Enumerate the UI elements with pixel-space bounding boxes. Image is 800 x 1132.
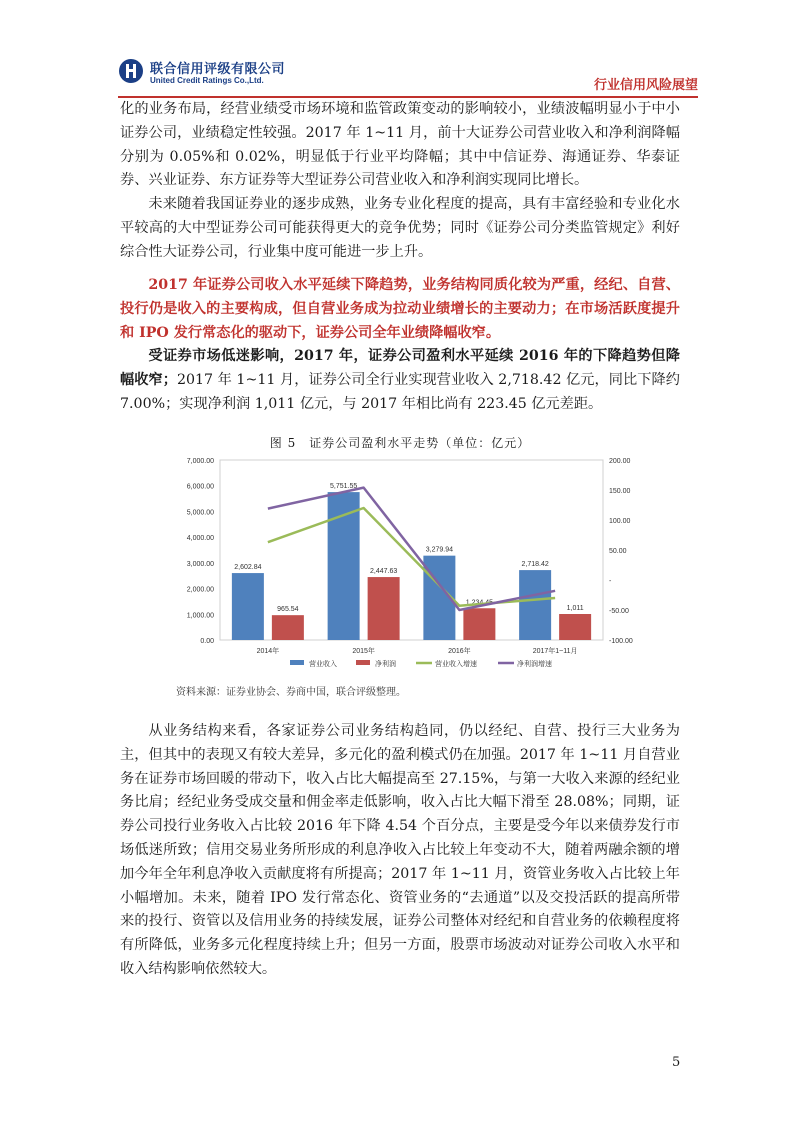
bar-net-profit <box>368 577 400 640</box>
paragraph-5: 从业务结构来看，各家证券公司业务结构趋同，仍以经纪、自营、投行三大业务为主，但其中的表现又有较大差异，多元化的盈利模式仍在加强。2017 年 1~11 月自营业务在证券市场回暖的带动下，收入占比大幅提高至 27.15%，与第一大收入来源的经纪业务比肩；经纪业务受成交量和佣金率走低影响，收入占比大幅下滑至 28.08%；同期，证券公司投行业务收入占比较 2016 年下降 4.54 个百分点，主要是受今年以来债券发行市场低迷所致；信用交易业务所形成的利息净收入占比较上年变动不大，随着两融余额的增加今年全年利息净收入贡献度将有所提高；2017 年 1~11 月，资管业务收入占比较上年小幅增加。未来，随着 IPO 发行常态化、资管业务的“去通道”以及交投活跃的提高所带来的投行、资管以及信用业务的持续发展，证券公司整体对经纪和自营业务的依赖程度将有所降低，业务多元化程度持续上升；但另一方面，股票市场波动对证券公司收入水平和收入结构影响依然较大。 <box>120 723 680 977</box>
figure-title: 图 5 证券公司盈利水平走势（单位：亿元） <box>269 436 531 450</box>
y-right-tick-label: - <box>609 578 612 585</box>
bar-data-label: 1,234.45 <box>465 599 493 607</box>
x-tick-label: 2015年 <box>352 648 375 655</box>
y-right-tick-label: 200.00 <box>609 458 631 465</box>
section-top-text <box>120 98 680 265</box>
paragraph-4 <box>120 345 680 416</box>
y-left-tick-label: 1,000.00 <box>186 612 214 620</box>
bar-data-label: 965.54 <box>277 606 299 614</box>
company-name-en: United Credit Ratings Co.,Ltd. <box>150 76 264 85</box>
profit-chart <box>160 450 646 682</box>
y-left-tick-label: 3,000.00 <box>186 560 214 568</box>
y-right-tick-label: 50.00 <box>609 548 627 555</box>
y-left-tick-label: 6,000.00 <box>186 483 214 491</box>
bar-data-label: 1,011 <box>566 605 584 613</box>
page-number: 5 <box>672 1055 681 1070</box>
report-category: 行业信用风险展望 <box>593 78 698 93</box>
y-right-tick-label: -50.00 <box>609 608 629 615</box>
bar-net-profit <box>463 608 495 640</box>
paragraph-1: 化的业务布局，经营业绩受市场环境和监管政策变动的影响较小，业绩波幅明显小于中小证券公司，业绩稳定性较强。2017 年 1~11 月，前十大证券公司营业收入和净利润降幅分别为 0.05%和 0.02%，明显低于行业平均降幅；其中中信证券、海通证券、华泰证券、兴业证券、东方证券等大型证券公司营业收入和净利润实现同比增长。 <box>120 101 680 189</box>
section-highlight-text <box>120 274 680 417</box>
bar-net-profit <box>272 615 304 640</box>
bar-data-label: 2,718.42 <box>521 561 549 569</box>
y-left-tick-label: 5,000.00 <box>186 509 214 517</box>
bar-data-label: 2,447.63 <box>370 568 398 576</box>
x-tick-label: 2014年 <box>256 648 280 655</box>
legend-label: 净利润 <box>375 661 396 668</box>
y-left-tick-label: 7,000.00 <box>186 458 214 465</box>
paragraph-4-lead: 受证券市场低迷影响，2017 年，证券公司盈利水平延续 2016 年的下降趋势但降幅收窄； <box>120 348 680 389</box>
paragraph-2: 未来随着我国证券业的逐步成熟，业务专业化程度的提高，具有丰富经验和专业化水平较高的大中型证券公司可能获得更大的竞争优势；同时《证券公司分类监管规定》利好综合性大证券公司，行业集中度可能进一步上升。 <box>120 196 680 260</box>
page-header <box>118 52 698 98</box>
figure-source: 资料来源：证券业协会、券商中国，联合评级整理。 <box>176 687 406 698</box>
x-tick-label: 2016年 <box>448 648 471 655</box>
y-left-tick-label: 2,000.00 <box>186 586 214 594</box>
legend-swatch <box>290 660 304 665</box>
bar-revenue <box>232 573 264 640</box>
bar-data-label: 2,602.84 <box>234 564 262 572</box>
section-bottom-text <box>120 720 680 982</box>
y-right-tick-label: 100.00 <box>609 518 631 525</box>
legend-swatch <box>356 660 370 665</box>
company-logo-icon <box>118 58 144 84</box>
bar-revenue <box>519 570 551 640</box>
y-left-tick-label: 0.00 <box>200 638 214 645</box>
legend-label: 营业收入增速 <box>435 661 477 668</box>
y-right-tick-label: 150.00 <box>609 488 631 495</box>
legend-label: 净利润增速 <box>517 661 552 668</box>
paragraph-4-rest: 2017 年 1~11 月，证券公司全行业实现营业收入 2,718.42 亿元，同比下降约 7.00%；实现净利润 1,011 亿元，与 2017 年相比尚有 223.45 亿元差距。 <box>120 372 680 412</box>
bar-data-label: 3,279.94 <box>425 546 453 554</box>
y-right-tick-label: -100.00 <box>609 638 633 645</box>
x-tick-label: 2017年1~11月 <box>532 648 578 655</box>
highlight-paragraph: 2017 年证券公司收入水平延续下降趋势，业务结构同质化较为严重，经纪、自营、投行仍是收入的主要构成，但自营业务成为拉动业绩增长的主要动力；在市场活跃度提升和 IPO 发行常态化的驱动下，证券公司全年业绩降幅收窄。 <box>120 277 680 341</box>
bar-net-profit <box>559 614 591 640</box>
company-name-cn: 联合信用评级有限公司 <box>150 62 286 77</box>
profit-chart-svg <box>160 450 646 682</box>
legend-label: 营业收入 <box>309 661 337 668</box>
bar-data-label: 5,751.55 <box>330 483 358 491</box>
y-left-tick-label: 4,000.00 <box>186 535 214 543</box>
